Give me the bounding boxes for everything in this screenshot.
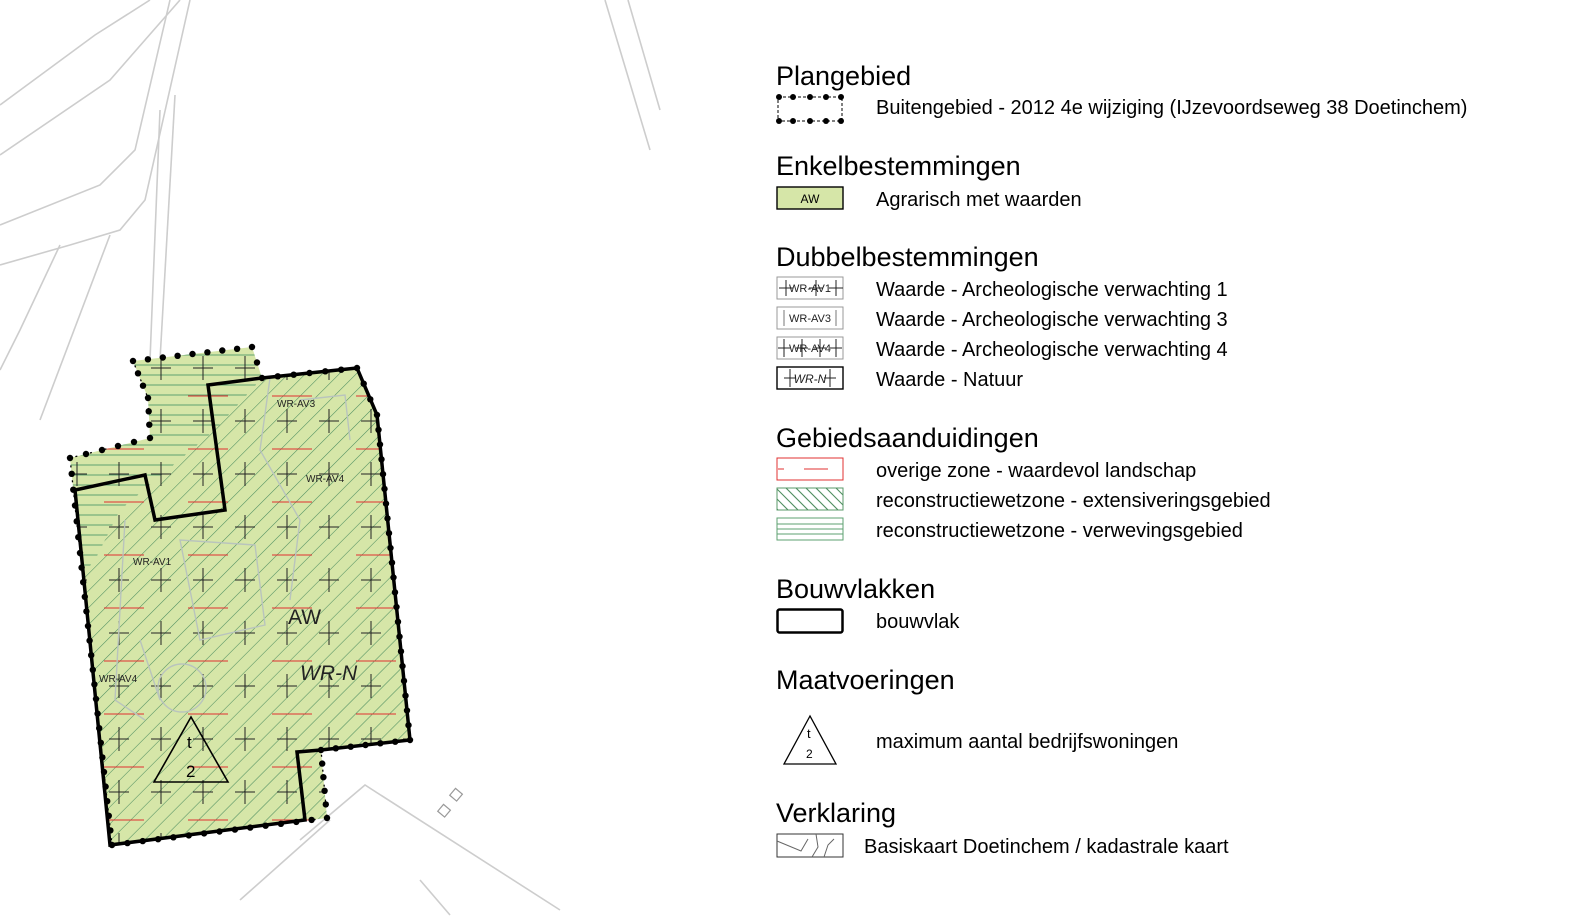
boundary-dot [131,439,137,445]
legend-title-verklaring: Verklaring [776,798,897,828]
plan-map [0,0,760,922]
map-label-wr-n: WR-N [300,662,358,685]
boundary-dot [324,815,330,821]
legend-label-extensivering: reconstructiewetzone - extensiveringsgebied [876,490,1271,512]
legend-title-enkelbestemmingen: Enkelbestemmingen [776,151,1021,181]
boundary-dot [69,471,75,477]
boundary-dot [174,353,180,359]
map-label-wr-av3: WR-AV3 [277,399,316,410]
triangle-symbol-letter: t [807,726,811,741]
extensivering-symbol [776,487,846,513]
wr-av4-symbol-code: WR-AV4 [789,343,831,355]
map-label-aw: AW [288,606,322,629]
boundary-dot [99,447,105,453]
boundary-dot [130,358,136,364]
legend-item-agrarisch [776,186,1576,212]
triangle-symbol [776,714,846,768]
legend-label-basiskaart: Basiskaart Doetinchem / kadastrale kaart [864,836,1229,858]
basiskaart-symbol [776,833,846,861]
legend-item-verweving [776,517,1576,543]
legend-label-wr-av4: Waarde - Archeologische verwachting 4 [876,339,1228,361]
legend-item-wr-av1 [776,276,1576,302]
boundary-dot [189,351,195,357]
wr-n-symbol [776,366,846,392]
legend-title-maatvoeringen: Maatvoeringen [776,665,955,695]
boundary-dot [160,354,166,360]
legend-label-landschap: overige zone - waardevol landschap [876,460,1197,482]
agrarisch-symbol [776,186,846,212]
legend-label-bouwvlak: bouwvlak [876,611,960,633]
boundary-dot [321,788,327,794]
verweving-symbol [776,517,846,543]
legend-item-bedrijfswoningen [776,714,1576,768]
boundary-dot [115,443,121,449]
legend-title-dubbelbestemmingen: Dubbelbestemmingen [776,242,1039,272]
wr-av3-symbol [776,306,846,332]
wr-av4-symbol [776,336,846,362]
legend-item-wr-av3 [776,306,1576,332]
legend-item-basiskaart [776,833,1576,859]
boundary-dot [140,383,146,389]
boundary-dot [320,774,326,780]
legend-title-bouwvlakken: Bouwvlakken [776,574,936,604]
legend-label-plangebied: Buitengebied - 2012 4e wijziging (IJzevoordseweg 38 Doetinchem) [876,97,1468,119]
boundary-dot [204,349,210,355]
legend-label-agrarisch: Agrarisch met waarden [876,189,1082,211]
boundary-dot [145,356,151,362]
map-label-wr-av1: WR-AV1 [133,557,172,568]
legend-item-landschap [776,457,1576,483]
legend-label-wr-av1: Waarde - Archeologische verwachting 1 [876,279,1228,301]
boundary-dot [254,359,260,365]
boundary-dot [308,817,314,823]
boundary-dot [319,760,325,766]
wr-av1-symbol [776,276,846,302]
legend-label-wr-n: Waarde - Natuur [876,369,1024,391]
boundary-dot [145,395,151,401]
legend-label-wr-av3: Waarde - Archeologische verwachting 3 [876,309,1228,331]
boundary-dot [323,801,329,807]
boundary-dot [219,347,225,353]
plangebied-symbol [776,94,848,124]
triangle-number: 2 [186,762,196,781]
map-label-wr-av4-east: WR-AV4 [306,474,345,485]
legend-item-extensivering [776,487,1576,513]
boundary-dot [249,344,255,350]
bouwvlak-symbol [776,608,846,636]
boundary-dot [135,370,141,376]
wr-av3-symbol-code: WR-AV3 [789,313,831,325]
legend-item-wr-av4 [776,336,1576,362]
legend-title-plangebied: Plangebied [776,61,912,91]
small-buildings [438,788,463,817]
triangle-symbol-number: 2 [806,747,813,761]
wr-av1-symbol-code: WR-AV1 [789,283,831,295]
wr-n-symbol-code: WR-N [793,372,827,386]
legend-label-bedrijfswoningen: maximum aantal bedrijfswoningen [876,731,1179,753]
legend-item-plangebied [776,94,1576,120]
map-label-wr-av4-west: WR-AV4 [99,674,138,685]
agrarisch-symbol-code: AW [800,192,820,206]
boundary-dot [146,422,152,428]
boundary-dot [83,451,89,457]
legend-item-bouwvlak [776,608,1576,634]
legend-title-gebiedsaanduidingen: Gebiedsaanduidingen [776,423,1039,453]
archeologie-crosses [60,340,430,860]
legend-label-verweving: reconstructiewetzone - verwevingsgebied [876,520,1243,542]
legend-item-wr-n [776,366,1576,392]
triangle-letter: t [187,733,192,752]
landschap-symbol [776,457,846,483]
boundary-dot [147,435,153,441]
boundary-dot [67,455,73,461]
boundary-dot [146,408,152,414]
boundary-dot [234,346,240,352]
